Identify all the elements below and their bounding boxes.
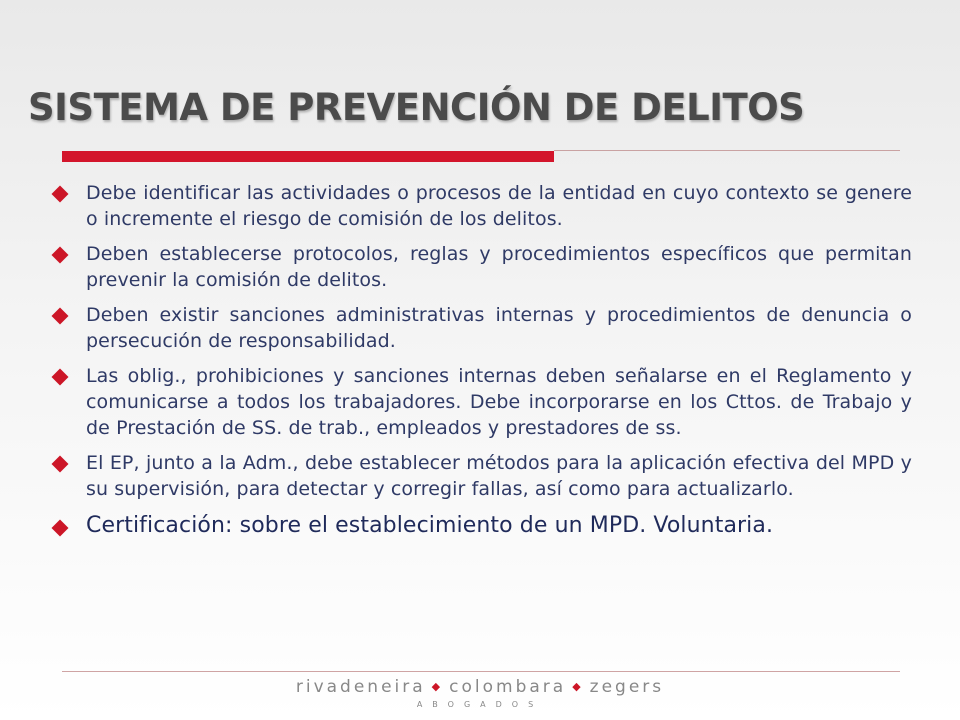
bullet-item-certification [50,511,912,541]
logo-part: rivadeneira [295,677,426,697]
bullet-text: El EP, junto a la Adm., debe establecer métodos para la aplicación efectiva del MPD y su supervisión, para detectar y corregir fallas, así como para actualizarlo. [86,452,912,500]
diamond-icon [52,369,69,386]
bullet-text: Debe identificar las actividades o procesos de la entidad en cuyo contexto se genere o incremente el riesgo de comisión de los delitos. [86,182,912,230]
logo-separator-icon: ◆ [431,680,444,693]
bullet-text: Deben existir sanciones administrativas internas y procedimientos de denuncia o persecución de responsabilidad. [86,304,912,352]
diamond-icon [52,520,69,537]
logo-separator-icon: ◆ [572,680,584,693]
footer-divider [62,671,900,672]
bullet-item [50,450,912,502]
bullet-text: Certificación: sobre el establecimiento de un MPD. Voluntaria. [86,513,774,538]
bullet-item [50,241,912,293]
logo-part: zegers [589,677,665,697]
bullet-text: Las oblig., prohibiciones y sanciones internas deben señalarse en el Reglamento y comunicarse a todos los trabajadores. Debe incorporarse en los Cttos. de Trabajo y de Prestación de SS. de trab., empleados y prestadores de ss. [86,365,912,439]
diamond-icon [52,247,69,264]
diamond-icon [52,186,69,203]
title-accent-bar [62,151,554,162]
bullet-text: Deben establecerse protocolos, reglas y procedimientos específicos que permitan prevenir la comisión de delitos. [86,243,912,291]
firm-logo [0,677,960,697]
bullet-item [50,180,912,232]
slide-title: SISTEMA DE PREVENCIÓN DE DELITOS [28,86,805,129]
bullet-item [50,302,912,354]
bullet-item [50,363,912,441]
diamond-icon [52,308,69,325]
firm-subtitle: ABOGADOS [416,700,544,709]
bullet-list [50,180,912,550]
diamond-icon [52,456,69,473]
title-underline [554,150,900,151]
logo-part: colombara [449,677,567,697]
